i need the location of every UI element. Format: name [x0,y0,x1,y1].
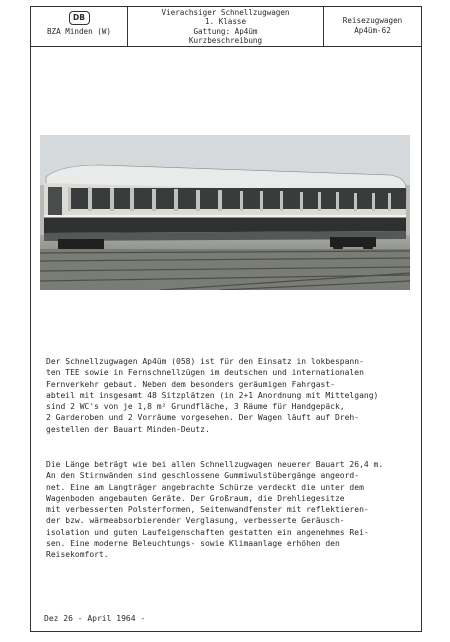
title-line: Gattung: Ap4üm [193,26,258,36]
title-line: 1. Klasse [204,17,247,27]
text-line: Der Schnellzugwagen Ap4üm (058) ist für den Einsatz in lokbespann- [46,357,364,366]
title-line: Vierachsiger Schnellzugwagen [161,8,290,17]
text-line: Fernverkehr gebaut. Neben dem besonders geräumigen Fahrgast- [46,379,335,389]
text-line: net. Eine am Langträger angebrachte Schürze verdeckt die unter dem [46,482,364,492]
text-line: An den Stirnwänden sind geschlossene Gummiwulstübergänge angeord- [46,471,360,481]
text-line: abteil mit insgesamt 48 Sitzplätzen (in 2+1 Anordnung mit Mittelgang) [46,390,379,400]
header-title-cell [128,7,324,46]
text-line: sen. Eine moderne Beleuchtungs- sowie Klimaanlage erhöhen den [46,539,340,549]
text-line: isolation und guten Laufeigenschaften gestatten ein angenehmes Rei- [46,527,369,537]
text-line: ten TEE sowie in Fernschnellzügen im deutschen und internationalen [46,368,364,378]
document-sheet [30,6,422,632]
office-label: BZA Minden (W) [46,27,111,36]
title-line: Kurzbeschreibung [188,36,263,46]
text-line: Die Länge beträgt wie bei allen Schnellzugwagen neuerer Bauart 26,4 m. [46,460,384,469]
description-paragraph-1 [46,356,408,435]
description-paragraph-2 [46,459,408,561]
header-right-cell [324,7,421,46]
header-table [31,7,421,47]
text-line: der bzw. wärmeabsorbierender Verglasung, verbesserte Geräusch- [46,516,345,526]
text-line: Wagenboden angebauten Geräte. Der Großraum, die Drehliegesitze [46,493,345,503]
railway-coach-photo [40,135,410,290]
text-line: 2 Garderoben und 2 Vorräume vorgesehen. Der Wagen läuft auf Dreh- [46,413,360,423]
category-label: Reisezugwagen [342,16,403,25]
text-line: Reisekomfort. [46,550,109,560]
coach-illustration [40,135,410,290]
db-logo-icon: DB [69,11,90,25]
header-left-cell [31,7,128,46]
text-line: sind 2 WC's von je 1,8 m² Grundfläche, 3 Räume für Handgepäck, [46,402,345,412]
type-code: Ap4üm-62 [354,26,391,35]
text-line: gestellen der Bauart Minden-Deutz. [46,424,210,434]
text-line: mit verbesserten Polsterformen, Seitenwandfenster mit reflektieren- [46,505,369,515]
date-footer: Dez 26 - April 1964 - [44,614,146,623]
